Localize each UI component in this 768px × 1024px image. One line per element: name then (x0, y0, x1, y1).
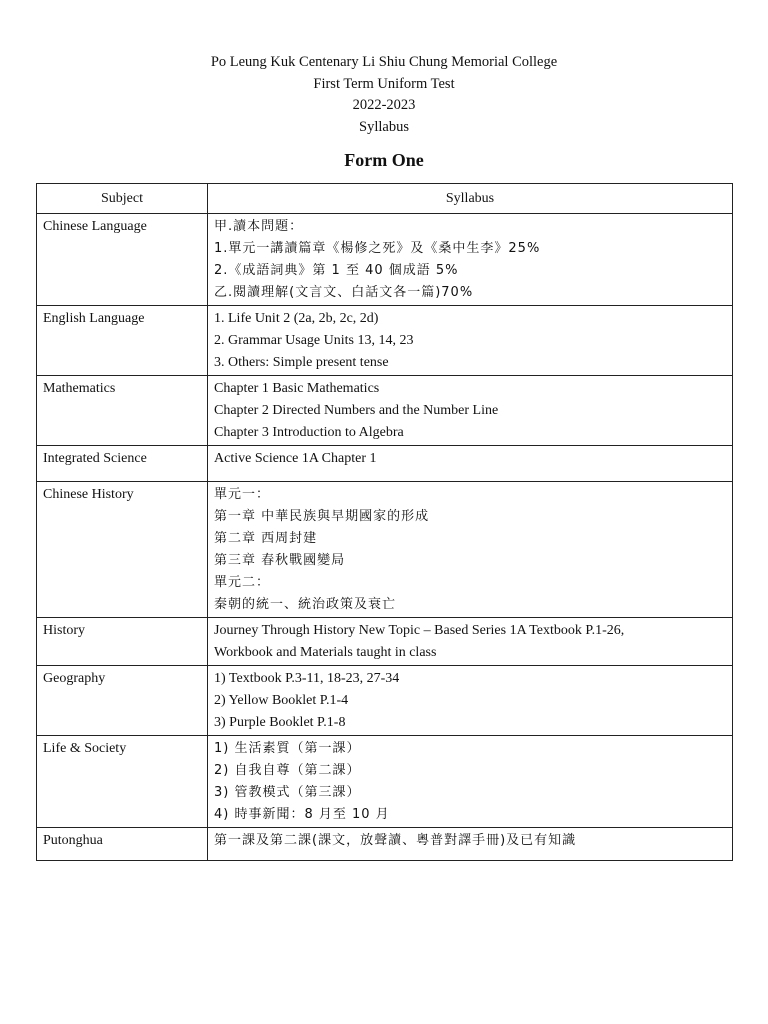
subject-cell: Integrated Science (37, 446, 208, 482)
syllabus-line: 第一章 中華民族與早期國家的形成 (214, 509, 430, 524)
table-row (37, 214, 733, 306)
syllabus-line: 1. Life Unit 2 (2a, 2b, 2c, 2d) (214, 311, 379, 326)
form-title: Form One (344, 150, 424, 170)
column-header-subject: Subject (37, 184, 208, 214)
table-row (37, 446, 733, 482)
syllabus-line: Active Science 1A Chapter 1 (214, 451, 377, 466)
academic-year: 2022-2023 (352, 97, 416, 113)
syllabus-line: 第三章 春秋戰國變局 (214, 553, 346, 568)
syllabus-cell (208, 214, 733, 306)
syllabus-cell (208, 446, 733, 482)
table-header-row (37, 184, 733, 214)
table-row (37, 482, 733, 618)
document-header (0, 52, 768, 138)
syllabus-line: 4) 時事新聞：8 月至 10 月 (214, 807, 390, 822)
syllabus-cell (208, 618, 733, 666)
syllabus-line: 第一課及第二課(課文，放聲讀、粵普對譯手冊)及已有知識 (214, 833, 577, 848)
syllabus-line: 3. Others: Simple present tense (214, 355, 389, 370)
table-row (37, 618, 733, 666)
syllabus-line: 2. Grammar Usage Units 13, 14, 23 (214, 333, 414, 348)
syllabus-line: 第二章 西周封建 (214, 531, 318, 546)
syllabus-line: 1.單元一講讀篇章《楊修之死》及《桑中生李》25% (214, 241, 541, 256)
syllabus-cell (208, 736, 733, 828)
school-name: Po Leung Kuk Centenary Li Shiu Chung Memorial College (210, 54, 558, 70)
table-row (37, 306, 733, 376)
syllabus-line: 單元一： (214, 487, 271, 502)
syllabus-line: Journey Through History New Topic – Based Series 1A Textbook P.1-26, (214, 623, 625, 638)
syllabus-line: 1) 生活素質（第一課） (214, 741, 361, 756)
subject-cell: Chinese History (37, 482, 208, 618)
syllabus-cell (208, 306, 733, 376)
syllabus-line: 3) Purple Booklet P.1-8 (214, 715, 346, 730)
table-row (37, 828, 733, 861)
table-row (37, 736, 733, 828)
column-header-syllabus: Syllabus (208, 184, 733, 214)
syllabus-line: 3) 管教模式（第三課） (214, 785, 361, 800)
subject-cell: English Language (37, 306, 208, 376)
subject-cell: Putonghua (37, 828, 208, 861)
syllabus-line: Chapter 3 Introduction to Algebra (214, 425, 404, 440)
syllabus-line: Chapter 2 Directed Numbers and the Number Line (214, 403, 499, 418)
syllabus-line: Workbook and Materials taught in class (214, 645, 437, 660)
subject-cell: Geography (37, 666, 208, 736)
syllabus-line: 1) Textbook P.3-11, 18-23, 27-34 (214, 671, 400, 686)
syllabus-cell (208, 828, 733, 861)
syllabus-table (36, 183, 733, 861)
syllabus-cell (208, 482, 733, 618)
syllabus-cell (208, 666, 733, 736)
table-row (37, 666, 733, 736)
syllabus-line: 2.《成語詞典》第 1 至 40 個成語 5% (214, 263, 459, 278)
syllabus-line: 2) Yellow Booklet P.1-4 (214, 693, 349, 708)
syllabus-line: 甲.讀本問題： (214, 219, 304, 234)
syllabus-line: 乙.閱讀理解(文言文、白話文各一篇)70% (214, 285, 474, 300)
table-row (37, 376, 733, 446)
subject-cell: History (37, 618, 208, 666)
subject-cell: Chinese Language (37, 214, 208, 306)
test-name: First Term Uniform Test (313, 75, 455, 92)
syllabus-line: 單元二： (214, 575, 271, 590)
syllabus-line: Chapter 1 Basic Mathematics (214, 381, 380, 396)
syllabus-cell (208, 376, 733, 446)
syllabus-line: 2) 自我自尊（第二課） (214, 763, 361, 778)
document-type: Syllabus (359, 118, 409, 135)
subject-cell: Mathematics (37, 376, 208, 446)
subject-cell: Life & Society (37, 736, 208, 828)
syllabus-line: 秦朝的統一、統治政策及衰亡 (214, 597, 397, 612)
